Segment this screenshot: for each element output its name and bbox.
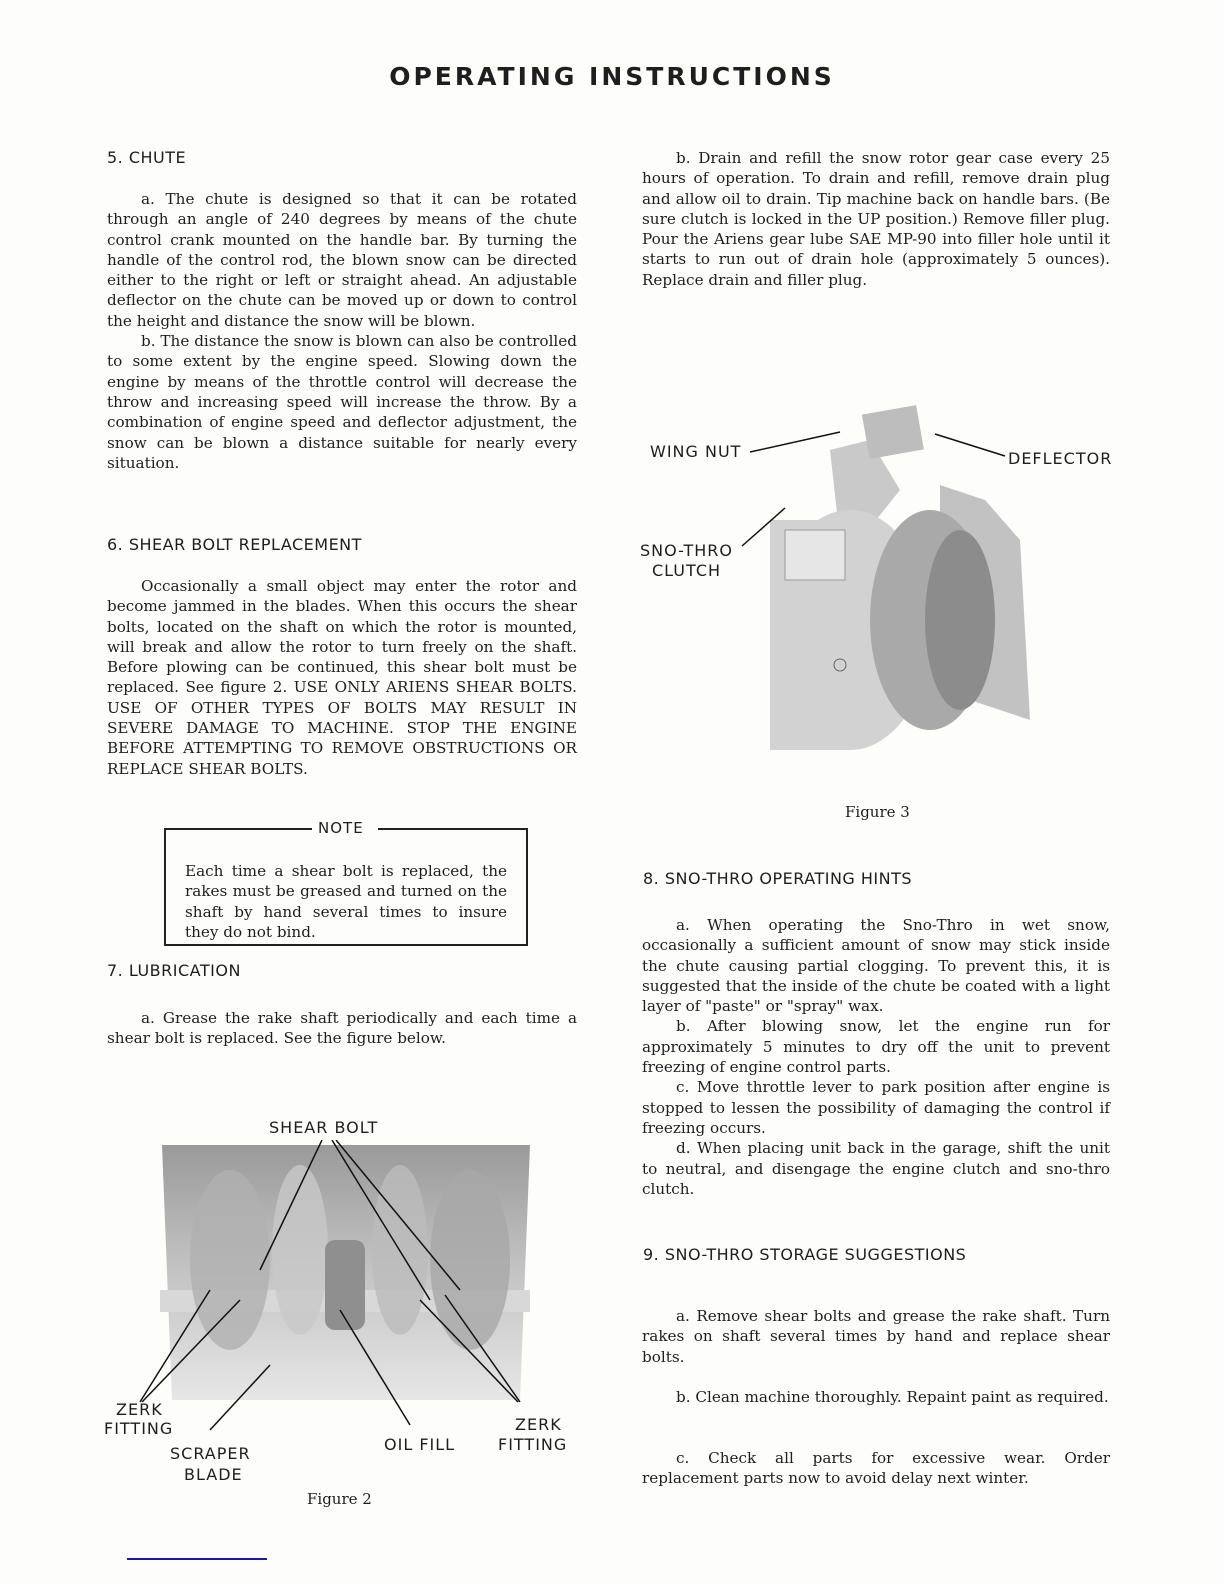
- label-zerk-right-1: ZERK: [515, 1415, 562, 1434]
- section-8-text: [642, 915, 1110, 1199]
- section-9c: c. Check all parts for excessive wear. Order replacement parts now to avoid delay next winter.: [642, 1449, 1110, 1488]
- page-title: OPERATING INSTRUCTIONS: [389, 62, 835, 91]
- section-7-heading: 7. LUBRICATION: [107, 961, 241, 980]
- label-shear-bolt: SHEAR BOLT: [269, 1118, 379, 1137]
- section-9a-text: [642, 1306, 1110, 1367]
- section-9b-text: [642, 1387, 1110, 1407]
- section-6-paragraph: Occasionally a small object may enter the rotor and become jammed in the blades. When this occurs the shear bolts, located on the shaft on which the rotor is mounted, will break and allow the rotor to turn freely on the shaft. Before plowing can be continued, this shear bolt must be replaced. See figure 2. USE ONLY ARIENS SHEAR BOLTS. USE OF OTHER TYPES OF BOLTS MAY RESULT IN SEVERE DAMAGE TO MACHINE. STOP THE ENGINE BEFORE ATTEMPTING TO REMOVE OBSTRUCTIONS OR REPLACE SHEAR BOLTS.: [107, 577, 577, 778]
- section-8c: c. Move throttle lever to park position after engine is stopped to lessen the possibility of damaging the control if freezing occurs.: [642, 1078, 1110, 1137]
- section-8a: a. When operating the Sno-Thro in wet snow, occasionally a sufficient amount of snow may stick inside the chute causing partial clogging. To prevent this, it is suggested that the inside of the chute be coated with a light layer of "paste" or "spray" wax.: [642, 916, 1110, 1016]
- note-text: [185, 861, 507, 942]
- section-6-heading: 6. SHEAR BOLT REPLACEMENT: [107, 535, 362, 554]
- section-6-text: [107, 576, 577, 779]
- footer-rule: [127, 1558, 267, 1560]
- note-label: NOTE: [318, 819, 364, 837]
- label-oil-fill: OIL FILL: [384, 1435, 456, 1454]
- label-wing-nut: WING NUT: [650, 442, 742, 461]
- figure-3-caption: Figure 3: [845, 803, 910, 821]
- section-5-text: [107, 189, 577, 473]
- section-7b: b. Drain and refill the snow rotor gear case every 25 hours of operation. To drain and refill, remove drain plug and allow oil to drain. Tip machine back on handle bars. (Be sure clutch is locked in the UP position.) Remove filler plug. Pour the Ariens gear lube SAE MP-90 into filler hole until it starts to run out of drain hole (approximately 5 ounces). Replace drain and filler plug.: [642, 149, 1110, 289]
- figure-2-caption: Figure 2: [307, 1490, 372, 1508]
- label-deflector: DEFLECTOR: [1008, 449, 1113, 468]
- section-7a: a. Grease the rake shaft periodically and each time a shear bolt is replaced. See the figure below.: [107, 1009, 577, 1048]
- section-5-heading: 5. CHUTE: [107, 148, 187, 167]
- section-5a: a. The chute is designed so that it can be rotated through an angle of 240 degrees by means of the chute control crank mounted on the handle bar. By turning the handle of the control rod, the blown snow can be directed either to the right or left or straight ahead. An adjustable deflector on the chute can be moved up or down to control the height and distance the snow will be blown.: [107, 190, 577, 330]
- section-9b: b. Clean machine thoroughly. Repaint paint as required.: [676, 1388, 1109, 1406]
- figure-2-photo: [100, 1140, 580, 1440]
- section-8d: d. When placing unit back in the garage, shift the unit to neutral, and disengage the engine clutch and sno-thro clutch.: [642, 1139, 1110, 1198]
- section-8-heading: 8. SNO-THRO OPERATING HINTS: [643, 869, 913, 888]
- section-9-heading: 9. SNO-THRO STORAGE SUGGESTIONS: [643, 1245, 967, 1264]
- note-paragraph: Each time a shear bolt is replaced, the rakes must be greased and turned on the shaft by hand several times to insure they do not bind.: [185, 862, 507, 941]
- label-clutch-1: SNO-THRO: [640, 541, 733, 560]
- label-scraper-2: BLADE: [184, 1465, 243, 1484]
- section-7a-text: [107, 1008, 577, 1049]
- section-8b: b. After blowing snow, let the engine run for approximately 5 minutes to dry off the unit to prevent freezing of engine control parts.: [642, 1017, 1110, 1077]
- label-zerk-left-2: FITTING: [104, 1419, 174, 1438]
- label-clutch-2: CLUTCH: [652, 561, 722, 580]
- section-5b: b. The distance the snow is blown can also be controlled to some extent by the engine speed. Slowing down the engine by means of the throttle control will decrease the throw and increasing speed will increase the throw. By a combination of engine speed and deflector adjustment, the snow can be blown a distance suitable for nearly every situation.: [107, 332, 577, 472]
- label-zerk-right-2: FITTING: [498, 1435, 568, 1454]
- label-zerk-left-1: ZERK: [116, 1400, 163, 1419]
- section-9c-text: [642, 1448, 1110, 1489]
- section-9a: a. Remove shear bolts and grease the rake shaft. Turn rakes on shaft several times by hand and replace shear bolts.: [642, 1307, 1110, 1366]
- label-scraper-1: SCRAPER: [170, 1444, 251, 1463]
- section-7b-text: [642, 148, 1110, 290]
